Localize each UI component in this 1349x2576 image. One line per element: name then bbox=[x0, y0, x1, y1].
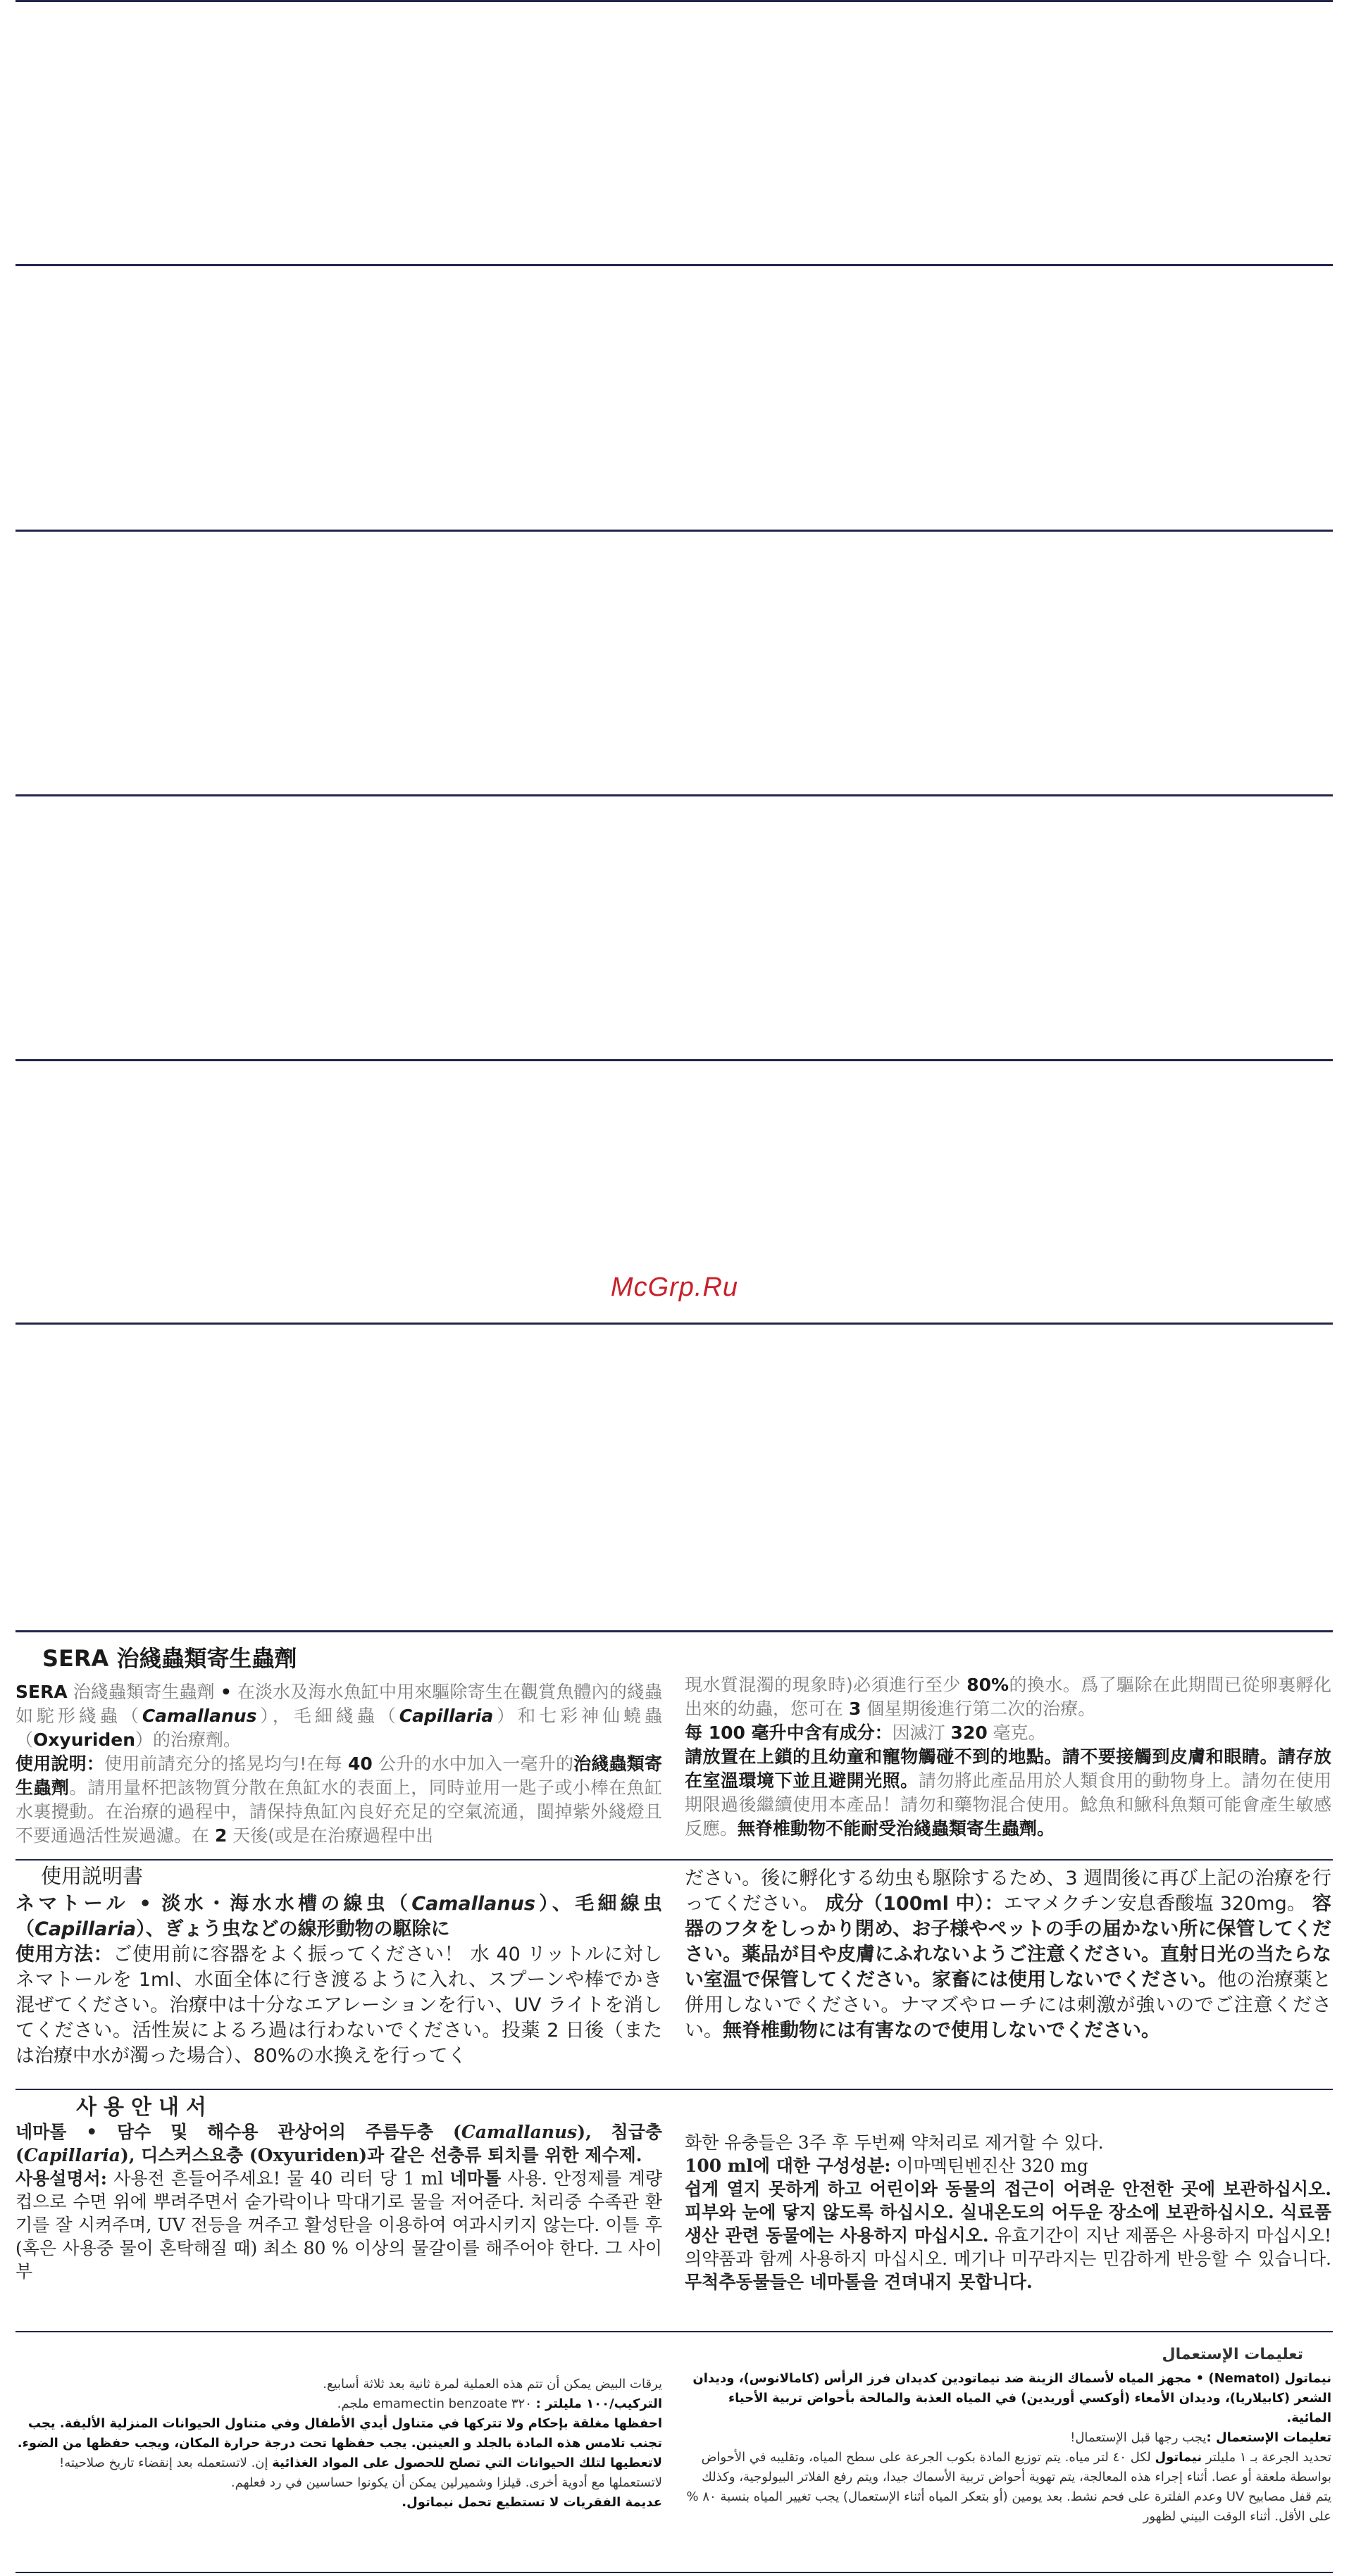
paragraph: ネマトール • 淡水・海水水槽の線虫（Camallanus）、毛細線虫（Capillaria）、ぎょう虫などの線形動物の駆除に bbox=[15, 1893, 662, 1940]
korean-right-text bbox=[685, 2131, 1331, 2294]
japanese-left-text bbox=[15, 1892, 662, 2069]
chinese-title: SERA 治綫蟲類寄生蟲劑 bbox=[42, 1645, 297, 1672]
japanese-right-text bbox=[685, 1866, 1331, 2044]
paragraph: 네마톨 • 담수 및 해수용 관상어의 주름두충 (Camallanus), 침급충 (Capillaria), 디스커스요충 (Oxyuriden)과 같은 선충류 퇴치를 위한 제수제. bbox=[15, 2122, 663, 2165]
divider-rule bbox=[15, 530, 1333, 532]
chinese-left-column bbox=[15, 1641, 662, 1848]
paragraph: 每 100 毫升中含有成分：因滅汀 320 毫克。 bbox=[685, 1722, 1046, 1743]
paragraph: عديمة الفقريات لا تستطيع تحمل نيماتول. bbox=[402, 2495, 662, 2510]
divider-rule bbox=[15, 2331, 1333, 2332]
chinese-left-text bbox=[15, 1680, 662, 1848]
arabic-left-column bbox=[15, 2375, 662, 2513]
korean-title: 사용안내서 bbox=[76, 2095, 213, 2120]
chinese-right-column bbox=[685, 1673, 1331, 1841]
divider-rule bbox=[15, 2089, 1333, 2090]
paragraph: تعليمات الإستعمال :يجب رجها قبل الإستعمال! bbox=[1070, 2430, 1331, 2445]
divider-rule bbox=[15, 264, 1333, 266]
divider-rule bbox=[15, 2572, 1333, 2573]
arabic-left-text bbox=[15, 2375, 662, 2513]
paragraph: نيماتول (Nematol) • مجهز المياه لأسماك الزينة ضد نيماتودين كديدان فرز الرأس (كامالانوس)، وديدان الشعر (كابيلاريا)، وديدان الأمعاء (أوكسي أوريدين) في المياه العذبة والمالحة بأحواض تربية الأحياء المائية. bbox=[692, 2371, 1331, 2425]
paragraph: 請放置在上鎖的且幼童和寵物觸碰不到的地點。請不要接觸到皮膚和眼睛。請存放在室溫環境下並且避開光照。請勿將此產品用於人類食用的動物身上。請勿在使用期限過後繼續使用本產品！請勿和藥物混合使用。鯰魚和鰍科魚類可能會產生敏感反應。無脊椎動物不能耐受治綫蟲類寄生蟲劑。 bbox=[685, 1746, 1331, 1839]
arabic-right-column bbox=[685, 2345, 1331, 2527]
chinese-right-text bbox=[685, 1673, 1331, 1841]
paragraph: 쉽게 열지 못하게 하고 어린이와 동물의 접근이 어려운 안전한 곳에 보관하십시오. 피부와 눈에 닿지 않도록 하십시오. 실내온도의 어두운 장소에 보관하십시오. 식료품 생산 관련 동물에는 사용하지 마십시오. 유효기간이 지난 제품은 사용하지 마십시오! 의약품과 함께 사용하지 마십시오. 메기나 미꾸라지는 민감하게 반응할 수 있습니다. 무척추동물들은 네마톨을 견뎌내지 못합니다. bbox=[685, 2179, 1332, 2292]
chinese-instructions-section bbox=[15, 1641, 1333, 1859]
paragraph: SERA 治綫蟲類寄生蟲劑 • 在淡水及海水魚缸中用來驅除寄生在觀賞魚體內的綫蟲如駝形綫蟲（Camallanus），毛細綫蟲（Capillaria）和七彩神仙蟯蟲（Oxyuriden）的治療劑。 bbox=[15, 1682, 662, 1750]
watermark-text: McGrp.Ru bbox=[610, 1273, 739, 1302]
paragraph: ださい。後に孵化する幼虫も駆除するため、3 週間後に再び上記の治療を行ってください。 成分（100ml 中）：エマメクチン安息香酸塩 320mg。 容器のフタをしっかり閉め、お子様やペットの手の届かない所に保管してください。薬品が目や皮膚にふれないようご注意ください。直射日光の当たらない室温で保管してください。家畜には使用しないでください。他の治療薬と併用しないでください。ナマズやローチには刺激が強いのでご注意ください。無脊椎動物には有害なので使用しないでください。 bbox=[685, 1868, 1331, 2042]
paragraph: تحديد الجرعة بـ ١ مليلتر نيماتول لكل ٤٠ لتر مياه. يتم توزيع المادة بكوب الجرعة على سطح المياه، وتقليبه في الأحواض بواسطة ملعقة أو عصا. أثناء إجراء هذه المعالجة، يتم تهوية أحواض تربية الأسماك جيدا، ويتم رفع الفلاتر البيولوجية، وكذلك يتم قفل مصابيح UV وعدم الفلترة على فحم نشط. بعد يومين (أو بتعكر المياه أثناء الإستعمال) يجب تغيير المياه بنسبة ٨٠ % على الأقل. أثناء الوقت البيني لظهور bbox=[686, 2450, 1331, 2524]
arabic-right-text bbox=[685, 2369, 1331, 2527]
divider-rule bbox=[15, 1859, 1333, 1861]
paragraph: 화한 유충들은 3주 후 두번째 약처리로 제거할 수 있다. bbox=[685, 2132, 1104, 2153]
divider-rule bbox=[15, 1323, 1333, 1325]
paragraph: 使用方法：ご使用前に容器をよく振ってください！ 水 40 リットルに対しネマトールを 1ml、水面全体に行き渡るように入れ、スプーンや棒でかき混ぜてください。治療中は十分なエアレーションを行い、UV ライトを消してください。活性炭によるろ過は行わないでください。投薬 2 日後（または治療中水が濁った場合）、80%の水換えを行ってく bbox=[15, 1944, 663, 2067]
paragraph: احفظها مغلقة بإحكام ولا تتركها في متناول أيدي الأطفال وفي متناول الحيوانات المنزلية الأليفة. يجب تجنب تلامس هذه المادة بالجلد و العينين. يجب حفظها تحت درجة حرارة المكان، ويجب حفظها من الضوء. لاتعطيها لتلك الحيوانات التي تصلح للحصول على المواد الغذائية إن. لاتستعمله بعد إنقضاء تاريخ صلاحيته! لاتستعملها مع أدوية أخرى. قيلزا وشميرلين يمكن أن يكونوا حساسين في رد فعلهم. bbox=[17, 2416, 662, 2490]
paragraph: يرقات البيض يمكن أن تتم هذه العملية لمرة ثانية بعد ثلاثة أسابيع. bbox=[323, 2377, 662, 2391]
korean-left-column bbox=[15, 2096, 662, 2283]
japanese-title: 使用説明書 bbox=[41, 1864, 144, 1888]
paragraph: 現水質混濁的現象時)必須進行至少 80%的換水。爲了驅除在此期間已從卵裏孵化出來的幼蟲，您可在 3 個星期後進行第二次的治療。 bbox=[685, 1675, 1331, 1719]
korean-right-column bbox=[685, 2131, 1331, 2294]
paragraph: التركيب/١٠٠ مليلتر : ٣٢٠ emamectin benzoate ملجم. bbox=[337, 2396, 662, 2411]
paragraph: 사용설명서: 사용전 흔들어주세요! 물 40 리터 당 1 ml 네마톨 사용. 안정제를 계량컵으로 수면 위에 뿌려주면서 숟가락이나 막대기로 물을 저어준다. 처리중 수족관 환기를 잘 시켜주며, UV 전등을 꺼주고 활성탄을 이용하여 여과시키지 않는다. 이틀 후 (혹은 사용중 물이 혼탁해질 때) 최소 80 % 이상의 물갈이를 해주어야 한다. 그 사이 부 bbox=[15, 2168, 662, 2282]
arabic-title: تعليمات الإستعمال bbox=[1162, 2346, 1303, 2363]
divider-rule bbox=[15, 1059, 1333, 1061]
japanese-right-column bbox=[685, 1866, 1331, 2044]
korean-left-text bbox=[15, 2120, 662, 2283]
divider-rule bbox=[15, 1630, 1333, 1632]
arabic-instructions-section bbox=[15, 2345, 1333, 2569]
divider-rule bbox=[15, 794, 1333, 796]
paragraph: 100 ml에 대한 구성성분: 이마멕틴벤진산 320 mg bbox=[685, 2156, 1088, 2176]
japanese-left-column bbox=[15, 1863, 662, 2069]
japanese-instructions-section bbox=[15, 1863, 1333, 2087]
divider-rule bbox=[15, 0, 1333, 2]
korean-instructions-section bbox=[15, 2096, 1333, 2328]
paragraph: 使用說明：使用前請充分的搖晃均勻!在每 40 公升的水中加入一毫升的治綫蟲類寄生蟲劑。請用量杯把該物質分散在魚缸水的表面上，同時並用一匙子或小棒在魚缸水裏攪動。在治療的過程中，請保持魚缸內良好充足的空氣流通，閩掉紫外綫燈且不要通過活性炭過濾。在 2 天後(或是在治療過程中出 bbox=[15, 1753, 662, 1846]
